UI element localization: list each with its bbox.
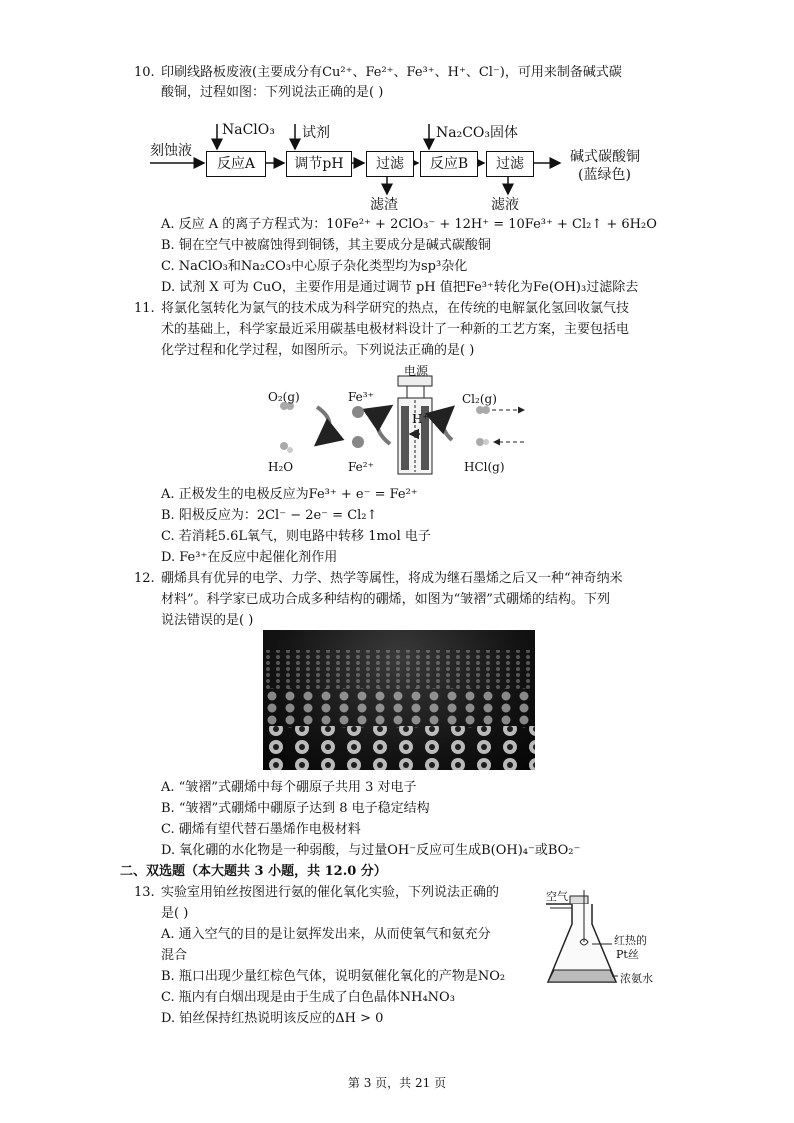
question-stem: 说法错误的是( ) [161, 613, 254, 628]
option-b: B. 阳极反应为：2Cl⁻ − 2e⁻ = Cl₂↑ [161, 508, 378, 523]
borophene-structure-image [263, 630, 535, 770]
section-heading: 二、双选题（本大题共 3 小题，共 12.0 分） [120, 864, 387, 879]
platinum-wire-label-2: Pt丝 [616, 948, 639, 961]
flow-box-filter-2: 过滤 [486, 151, 534, 177]
electrolysis-diagram [262, 362, 532, 482]
flow-box-reaction-a: 反应A [206, 151, 266, 177]
h2o-label: H₂O [268, 460, 294, 474]
flow-box-reaction-b: 反应B [420, 151, 478, 177]
h-plus-label: H⁺ [412, 412, 429, 426]
flow-input-na2co3: Na₂CO₃固体 [436, 125, 519, 141]
question-stem: 术的基础上，科学家最近采用碳基电极材料设计了一种新的工艺方案，主要包括电 [161, 322, 630, 337]
flow-output-filtrate: 滤液 [491, 197, 519, 213]
question-stem: 实验室用铂丝按图进行氨的催化氧化实验，下列说法正确的 [161, 885, 500, 900]
flow-input-naclo3: NaClO₃ [222, 122, 275, 138]
borophene-lattice [263, 630, 535, 770]
question-number: 11. [134, 301, 155, 316]
question-stem: 是( ) [161, 906, 189, 921]
hcl-label: HCl(g) [464, 460, 505, 474]
flow-output-residue: 滤渣 [370, 197, 398, 213]
question-number: 12. [134, 571, 155, 586]
option-b: B. 瓶口出现少量红棕色气体，说明氨催化氧化的产物是NO₂ [161, 969, 506, 984]
question-stem: 材料”。科学家已成功合成多种结构的硼烯，如图为“皱褶”式硼烯的结构。下列 [161, 592, 610, 607]
option-d: D. 铂丝保持红热说明该反应的ΔH > 0 [161, 1011, 384, 1026]
flask-diagram [542, 882, 662, 994]
option-d: D. 试剂 X 可为 CuO，主要作用是通过调节 pH 值把Fe³⁺转化为Fe(OH)₃过滤除去 [161, 280, 639, 295]
process-flow-diagram [150, 118, 690, 214]
air-label: 空气 [546, 890, 568, 903]
flow-start-label: 刻蚀液 [150, 143, 192, 159]
option-d: D. 氧化硼的水化物是一种弱酸，与过量OH⁻反应可生成B(OH)₄⁻或BO₂⁻ [161, 843, 581, 858]
question-stem: 硼烯具有优异的电学、力学、热学等属性，将成为继石墨烯之后又一种“神奇纳米 [161, 571, 623, 586]
question-stem: 将氯化氢转化为氯气的技术成为科学研究的热点，在传统的电解氯化氢回收氯气技 [161, 301, 630, 316]
fe2-label: Fe²⁺ [348, 460, 374, 474]
flow-input-reagent: 试剂 [302, 125, 330, 141]
flow-box-filter-1: 过滤 [366, 151, 414, 177]
question-stem: 印刷线路板废液(主要成分有Cu²⁺、Fe²⁺、Fe³⁺、H⁺、Cl⁻)，可用来制备碱式碳 [161, 65, 622, 80]
fe3-label: Fe³⁺ [348, 390, 374, 404]
platinum-wire-label-1: 红热的 [614, 934, 647, 947]
question-number: 10. [134, 65, 155, 80]
option-a: A. 通入空气的目的是让氨挥发出来，从而使氧气和氨充分 [161, 927, 491, 942]
flow-box-adjust-ph: 调节pH [286, 151, 352, 177]
option-a: A. “皱褶”式硼烯中每个硼原子共用 3 对电子 [161, 780, 417, 795]
option-b: B. 铜在空气中被腐蚀得到铜锈，其主要成分是碱式碳酸铜 [161, 238, 491, 253]
option-b: B. “皱褶”式硼烯中硼原子达到 8 电子稳定结构 [161, 801, 430, 816]
option-a-continued: 混合 [161, 948, 188, 963]
option-c: C. NaClO₃和Na₂CO₃中心原子杂化类型均为sp³杂化 [161, 259, 468, 274]
power-source-label: 电源 [404, 364, 429, 378]
option-a: A. 反应 A 的离子方程式为：10Fe²⁺ + 2ClO₃⁻ + 12H⁺ = 10Fe³⁺ + Cl₂↑ + 6H₂O [161, 217, 657, 232]
question-stem: 化学过程和化学过程，如图所示。下列说法正确的是( ) [161, 343, 475, 358]
option-c: C. 瓶内有白烟出现是由于生成了白色晶体NH₄NO₃ [161, 990, 455, 1005]
ammonia-solution-label: 浓氨水 [620, 972, 653, 985]
page-footer: 第 3 页，共 21 页 [347, 1076, 447, 1090]
cl2-label: Cl₂(g) [462, 392, 497, 406]
flow-product-color: (蓝绿色) [578, 167, 631, 183]
question-stem: 酸铜，过程如图：下列说法正确的是( ) [161, 85, 384, 100]
option-c: C. 若消耗5.6L氧气，则电路中转移 1mol 电子 [161, 529, 431, 544]
o2-label: O₂(g) [268, 390, 300, 404]
flow-product-name: 碱式碳酸铜 [570, 149, 640, 165]
question-number: 13. [134, 885, 155, 900]
option-c: C. 硼烯有望代替石墨烯作电极材料 [161, 822, 361, 837]
option-d: D. Fe³⁺在反应中起催化剂作用 [161, 550, 338, 565]
option-a: A. 正极发生的电极反应为Fe³⁺ + e⁻ = Fe²⁺ [161, 487, 418, 502]
